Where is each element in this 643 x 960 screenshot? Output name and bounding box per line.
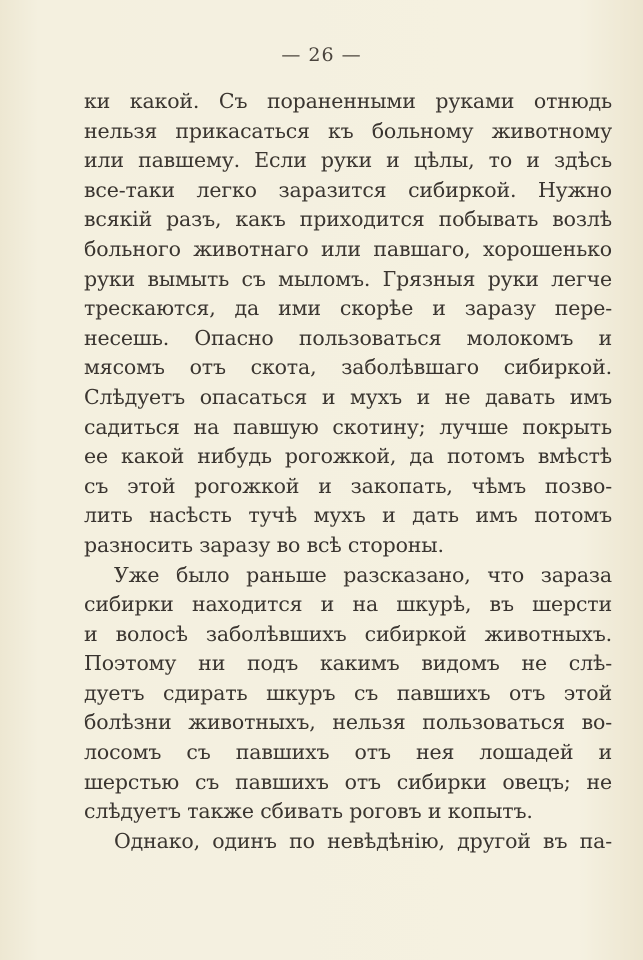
text-line: Поэтому ни подъ какимъ видомъ не слѣ- bbox=[84, 651, 612, 676]
text-line: слѣдуетъ также сбивать роговъ и копытъ. bbox=[84, 799, 533, 824]
text-line: дуетъ сдирать шкуръ съ павшихъ отъ этой bbox=[84, 680, 612, 705]
text-line: трескаются, да ими скорѣе и заразу пере- bbox=[84, 296, 612, 321]
text-line: Уже было раньше разсказано, что зараза bbox=[114, 562, 612, 587]
text-line: шерстью съ павшихъ отъ сибирки овецъ; не bbox=[84, 769, 612, 794]
text-line: ки какой. Съ пораненными руками отнюдь bbox=[84, 89, 612, 113]
text-line: и волосѣ заболѣвшихъ сибиркой животныхъ. bbox=[84, 621, 612, 646]
text-line: Однако, одинъ по невѣдѣнію, другой въ па- bbox=[114, 828, 612, 853]
text-line: руки вымыть съ мыломъ. Грязныя руки легче bbox=[84, 266, 612, 291]
body-text bbox=[84, 87, 612, 856]
text-line: лить насѣсть тучѣ мухъ и дать имъ потомъ bbox=[84, 503, 612, 528]
text-line: съ этой рогожкой и закопать, чѣмъ позво- bbox=[84, 473, 612, 498]
text-line: больного животнаго или павшаго, хорошенько bbox=[84, 236, 612, 261]
page-number: — 26 — bbox=[281, 44, 362, 66]
text-line: болѣзни животныхъ, нельзя пользоваться во- bbox=[84, 710, 612, 735]
text-line: или павшему. Если руки и цѣлы, то и здѣсь bbox=[84, 148, 612, 173]
paragraph bbox=[84, 561, 612, 827]
text-line: нельзя прикасаться къ больному животному bbox=[84, 118, 612, 143]
text-line: мясомъ отъ скота, заболѣвшаго сибиркой. bbox=[84, 355, 612, 380]
text-line: несешь. Опасно пользоваться молокомъ и bbox=[84, 325, 612, 350]
text-line: Слѣдуетъ опасаться и мухъ и не давать имъ bbox=[84, 384, 612, 409]
text-line: лосомъ съ павшихъ отъ нея лошадей и bbox=[84, 740, 612, 765]
text-line: всякій разъ, какъ приходится побывать возлѣ bbox=[84, 207, 612, 232]
text-line: ее какой нибудь рогожкой, да потомъ вмѣстѣ bbox=[84, 444, 612, 469]
text-line: все-таки легко заразится сибиркой. Нужно bbox=[84, 177, 612, 202]
text-line: садиться на павшую скотину; лучше покрыть bbox=[84, 414, 612, 439]
paragraph bbox=[84, 827, 612, 857]
text-line: разносить заразу во всѣ стороны. bbox=[84, 532, 444, 557]
text-line: сибирки находится и на шкурѣ, въ шерсти bbox=[84, 592, 612, 617]
paragraph bbox=[84, 87, 612, 561]
